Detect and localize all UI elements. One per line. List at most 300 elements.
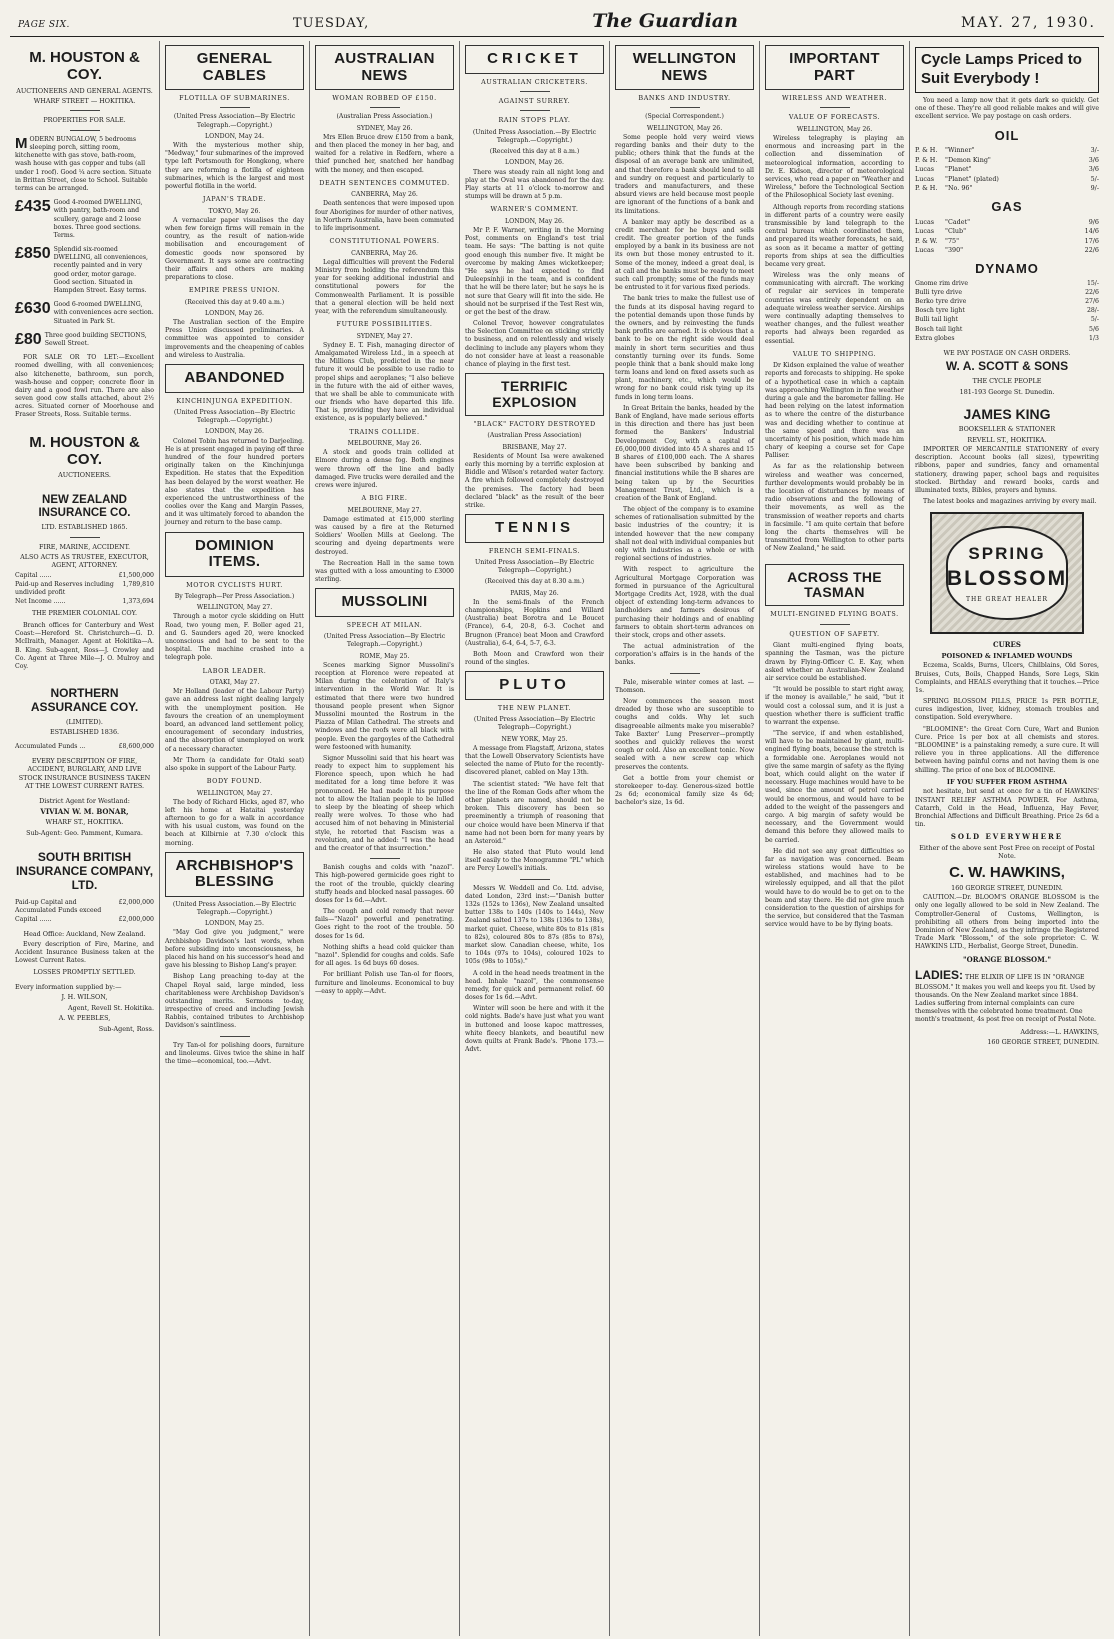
body-found-subhead: BODY FOUND. — [206, 777, 263, 786]
divider — [670, 673, 700, 674]
northern-funds-value: £8,600,000 — [118, 742, 154, 750]
dateline: SYDNEY, May 26. — [356, 124, 413, 132]
price-value: 9/- — [1090, 184, 1099, 193]
sbi-head-office: Head Office: Auckland, New Zealand. — [23, 930, 146, 939]
speech-milan-subhead: SPEECH AT MILAN. — [346, 620, 423, 629]
spring-blossom-illustration — [930, 512, 1084, 634]
sold-sub: Either of the above sent Post Free on receipt of Postal Note. — [919, 843, 1095, 861]
asthma-text: not hesitate, but send at once for a tin of HAWKINS' INSTANT RELIEF ASTHMA POWDER. For Asthma, Catarrh, Cold in the Head, Influenza, Hay Fever, Bronchial Affections and Difficult Breathing. Price 2s 6d a tin. — [915, 788, 1099, 829]
column-5-wellington-news — [610, 41, 760, 1636]
wilson-name: J. H. WILSON, — [61, 993, 108, 1002]
explosion-header-box — [465, 373, 604, 416]
price-value: 27/6 — [1085, 297, 1099, 305]
advertisement-paragraph: For brilliant Polish use Tan-ol for floors, furniture and linoleums. Economical to buy—easy to apply.—Advt. — [315, 971, 454, 995]
houston2-title: M. HOUSTON & COY. — [29, 433, 140, 468]
credit-line: (United Press Association—By Electric Telegraph.—Copyright.) — [173, 409, 296, 425]
dominion-items-title: DOMINION ITEMS. — [194, 536, 275, 571]
australian-news-title: AUSTRALIAN NEWS — [334, 50, 435, 84]
nzi-income-value: 1,373,694 — [122, 598, 154, 606]
south-british-title: SOUTH BRITISH INSURANCE COMPANY, LTD. — [15, 850, 154, 892]
houston2-sub: AUCTIONEERS. — [58, 471, 111, 480]
article-paragraph: The body of Richard Hicks, aged 87, who left his home at Hataitai yesterday afternoon to go for a walk in accordance with his usual custom, was found on the beach at Kilbirnie at 7.30 o'clock this morning. — [165, 798, 304, 847]
article-paragraph: Colonel Tobin has returned to Darjeeling. He is at present engaged in paying off three hundred of the four hundred porters originally taken on the Kinchinjunga Expedition. He states that the Expedition has been delayed by the worst weather. He also states that the expedition has experienced the untrustworthiness of the coolies over the Kang and Margin Passes, and it was ultimately forced to abandon the journey and return to the base camp. — [165, 437, 304, 527]
price-item: Extra globes — [915, 334, 955, 342]
price-value: 5/6 — [1089, 325, 1099, 333]
property-price: £80 — [15, 330, 42, 348]
price-model: "390" — [945, 246, 964, 254]
advertisement-paragraph: A cold in the head needs treatment in the head. Inhale "nazol", the commonsense remedy, for quick and permanent relief. 60 doses for 1s 6d.—Advt. — [465, 969, 604, 1002]
general-cables-title: GENERAL CABLES — [196, 50, 273, 84]
credit-line: (Special Correspondent.) — [645, 113, 724, 121]
price-model: "Cadet" — [945, 217, 971, 226]
article-paragraph: Some people hold very weird views regarding banks and their duty to the public; others think that the funds at the disposal of an average bank are unlimited, and that therefore a bank should lend to all and sundry on request and particularly to traders and manufacturers, and these absurd views are held because most people are ignorant of the functions of a bank and its limitations. — [615, 133, 754, 215]
important-part-title: IMPORTANT PART — [789, 50, 880, 84]
article-paragraph: The actual administration of the corporation's affairs is in the hands of the banks. — [615, 643, 754, 667]
property-text: Splendid six-roomed DWELLING, all conveniences, recently painted and in very good order, motor garage. Good section. Situated in Hampden Street. Easy terms. — [53, 246, 148, 295]
article-paragraph: Wireless was the only means of communicating with aircraft. The working of regular air services in temperate countries was entirely dependent on an adequate wireless weather service. Airships were continually adapting themselves to weather changes, and the fullest weather reports had always been regarded as essential. — [765, 272, 904, 345]
dateline: CANBERRA, May 26. — [351, 249, 418, 257]
wellington-news-header-box — [615, 45, 754, 90]
mussolini-title: MUSSOLINI — [341, 593, 428, 611]
article-paragraph: The bank tries to make the fullest use of the funds at its disposal having regard to the potential demands upon those funds by the owners, and by reinvesting the funds bank profits are earned. It is obvious that a bank to be on the right side would deal mainly in short term securities and thus constantly turning over its funds. Some people think that a bank should make long term loans and lend on fixed assets such as plant, machinery, etc., which would be wrong for no bank could risk tying up its funds in long term loans. — [615, 295, 754, 401]
question-safety-subhead: QUESTION OF SAFETY. — [789, 629, 880, 638]
divider — [670, 107, 700, 108]
article-paragraph: A stock and goods train collided at Elmore during a dense fog. Both engines were thrown off the line and badly damaged. Five trucks were derailed and the crews were injured. — [315, 449, 455, 490]
article-paragraph: A banker may aptly be described as a credit merchant for he buys and sells credit. The greater portion of the funds employed by a bank in its business are not its own but those money entrusted to it. Some of the money, indeed a great deal, is at call and the banks must be ready to meet such call promptly; some of the funds may be entrusted to it for various fixed periods. — [615, 218, 754, 292]
sbi-capital2-row — [15, 916, 154, 924]
dateline: LONDON, May 26. — [505, 217, 564, 225]
dateline: MELBOURNE, May 26. — [347, 440, 422, 448]
warners-comment-subhead: WARNER'S COMMENT. — [490, 205, 579, 214]
article-paragraph: Mr Thorn (a candidate for Otaki seat) also spoke in support of the Labour Party. — [165, 756, 304, 772]
hawkins-address-label: Address:—L. HAWKINS, — [1020, 1027, 1099, 1036]
sbi-every: Every description of Fire, Marine, and Accident Insurance Business taken at the Lowest Current Rates. — [15, 940, 154, 965]
divider — [820, 107, 850, 108]
bungalow-listing — [15, 136, 154, 193]
northern-funds-row — [15, 743, 154, 751]
kinchinjunga-subhead: KINCHINJUNGA EXPEDITION. — [176, 396, 293, 405]
price-item: Bosch tail light — [915, 325, 963, 333]
divider — [370, 858, 400, 859]
bonar-address: WHARF ST., HOKITIKA. — [45, 818, 124, 827]
dominion-items-header-box — [165, 532, 304, 577]
cures-title: CURES — [993, 640, 1021, 650]
pluto-header-box — [465, 671, 604, 700]
property-text: Three good building SECTIONS, Sewell Street. — [44, 331, 147, 347]
masthead-paper-name: The Guardian — [592, 10, 738, 32]
price-value: 22/6 — [1085, 288, 1099, 296]
nzi-lines: FIRE, MARINE, ACCIDENT. — [39, 542, 130, 551]
advertisement-paragraph: Winter will soon be here and with it the cold nights. Bade's have just what you want in buttoned and loose kapoc mattresses, white fleecy blankets, and beautiful new down quilts at Frank Bade's. 'Phone 173.—Advt. — [465, 1005, 604, 1054]
scott-title: W. A. SCOTT & SONS — [945, 359, 1069, 374]
ladies-ad — [915, 968, 1099, 1025]
price-maker: Lucas — [915, 174, 935, 183]
archbishop-title: ARCHBISHOP'S BLESSING — [175, 856, 294, 891]
dateline: TOKYO, May 26. — [208, 207, 261, 215]
wilson-address: Agent, Revell St. Hokitika. — [67, 1003, 154, 1012]
sbi-capital2-label: Capital ...... — [15, 916, 52, 924]
northern-limited: (LIMITED). — [66, 717, 103, 726]
labor-leader-subhead: LABOR LEADER. — [202, 666, 267, 675]
price-row — [915, 146, 1099, 154]
article-paragraph: The scientist stated: "We have felt that the line of the Roman Gods after whom the other planets are named, should not be broken. This discovery has been so preeminently a triumph of reasoning that our choice would have been Minerva if that name had not been born for many years by an Asteroid." — [465, 780, 604, 845]
credit-line: (Australian Press Association) — [487, 432, 582, 440]
divider — [520, 110, 550, 111]
dateline: LONDON, May 25. — [205, 920, 264, 928]
new-planet-subhead: THE NEW PLANET. — [497, 703, 572, 712]
spring-blossom-label — [946, 526, 1068, 620]
article-paragraph: In the semi-finals of the French championships, Hopkins and Willard (Australia) beat Borotra and Le Boucet (France), 6-4, 20-8, 6-3. Cochet and Brugnon (France) beat Moon and Crawford (Australia), 6-4, 6-4, 5-7, 6-3. — [465, 598, 604, 647]
price-item: Bulli tail light — [915, 316, 958, 324]
french-semi-finals-subhead: FRENCH SEMI-FINALS. — [488, 546, 581, 555]
future-possibilities-subhead: FUTURE POSSIBILITIES. — [336, 320, 433, 329]
nzi-paidup-row — [15, 581, 154, 597]
value-forecasts-subhead: VALUE OF FORECASTS. — [788, 113, 881, 122]
tasman-header-box — [765, 564, 904, 607]
column-4-cricket — [460, 41, 610, 1636]
divider — [70, 130, 100, 131]
australian-news-header-box — [315, 45, 454, 90]
caution-text: CAUTION.—Dr. BLOOM'S ORANGE BLOSSOM is the only one legally allowed to be sold in New Zealand. The Comptroller-General of Customs, Wellington, is prohibiting all others from being imported into the Dominion of New Zealand, as they infringe the Registered Trade Mark "Blossom," of the sole proprietor: C. W. HAWKINS LTD., Herbalist, George Street, Dunedin. — [915, 894, 1099, 951]
dynamo-price-list — [915, 280, 1099, 343]
northern-established: ESTABLISHED 1836. — [49, 728, 120, 737]
nzi-capital-label: Capital ...... — [15, 571, 52, 579]
article-paragraph: Death sentences that were imposed upon four Aborigines for murder of other natives, in Northern Australia, have been commuted to life imprisonment. — [315, 200, 454, 232]
article-paragraph: Damage estimated at £15,000 sterling was caused by a fire at the Returned Soldiers' Woollen Mills at Geelong. The scouring and dyeing departments were destroyed. — [315, 515, 454, 556]
value-shipping-subhead: VALUE TO SHIPPING. — [792, 349, 877, 358]
pills-text: SPRING BLOSSOM PILLS, PRICE 1s PER BOTTLE, cures indigestion, liver, kidney, stomach troubles and constipation. Sold everywhere. — [915, 698, 1099, 722]
received-line: (Received this day at 8 a.m.) — [489, 148, 580, 156]
columns — [10, 41, 1104, 1636]
article-paragraph: Scenes marking Signor Mussolini's reception at Florence were repeated at Milan during the celebration of Italy's intervention in the World War. It is estimated that there were two hundred thousand people present when Signor Mussolini mounted the Rostrum in the Piazza of Milan Cathedral. The streets and windows and the roofs were all black with people. Even the gargoyles of the Cathedral were festooned with humanity. — [315, 661, 454, 751]
price-row — [915, 298, 1099, 306]
dateline: LONDON, May 24. — [205, 132, 264, 140]
motor-cyclists-subhead: MOTOR CYCLISTS HURT. — [186, 580, 283, 589]
price-row — [915, 246, 1099, 254]
promo-word-1: SPRING — [968, 543, 1046, 563]
price-row — [915, 316, 1099, 324]
received-line: (Received this day at 9.40 a.m.) — [184, 298, 285, 306]
article-paragraph: In Great Britain the banks, headed by the Bank of England, have made serious efforts in this direction and there has just been formed the Bankers' Industrial Development Coy, with a capital of £6,000,000 divided into 45 A shares and 15 B shares of £100,000 each. The A shares have been subscribed by banking and financial institutions while the B shares are being taken up by the Securities Management Trust, Ltd., which is a creation of the Bank of England. — [615, 404, 754, 502]
australian-cricketers-subhead: AUSTRALIAN CRICKETERS. — [481, 77, 588, 86]
credit-line: (United Press Association.—By Electric Telegraph.—Copyright.) — [172, 900, 297, 917]
advertisement-paragraph: Try Tan-ol for polishing doors, furniture and linoleums. Gives twice the shine in half the time—economical, too.—Advt. — [165, 1041, 304, 1066]
credit-line: (Australian Press Association.) — [336, 113, 433, 121]
nzi-capital-value: £1,500,000 — [118, 571, 154, 579]
constitutional-powers-subhead: CONSTITUTIONAL POWERS. — [329, 237, 440, 246]
james-king-title: JAMES KING — [963, 406, 1051, 423]
sale-or-let-text: FOR SALE OR TO LET:—Excellent roomed dwelling, with all conveniences; also kitchenette, bathroom, sun porch, wash-house and copper; concrete floor in dairy and a good fowl run. There are also seven good cow stalls attached, about 2½ acres. Situated corner of Moorhouse and Fraser Streets, Ross. Suitable terms. — [15, 354, 154, 419]
tasman-title: ACROSS THE TASMAN — [787, 568, 882, 600]
gas-price-list — [915, 218, 1099, 255]
oil-price-list — [915, 146, 1099, 192]
sbi-capital-row — [15, 899, 154, 915]
credit-line: (United Press Association—By Electric Telegraph.—Copyright.) — [323, 633, 446, 649]
empire-press-subhead: EMPIRE PRESS UNION. — [188, 286, 281, 295]
column-3-australian-news — [310, 41, 460, 1636]
explosion-title: TERRIFIC EXPLOSION — [492, 378, 577, 410]
article-paragraph: Dr Kidson explained the value of weather reports and forecasts to shipping. He spoke of a hypothetical case in which a captain was approaching Wellington in fine weather during a gale and the barometer falling. He had been relying on the latest information as to where the centre of the disturbance was and deciding whether to continue at the same speed and there was an uncertainty of his position, which made him chary of keeping a course set for Cape Palliser. — [765, 362, 904, 460]
divider — [820, 624, 850, 625]
article-paragraph: Giant multi-engined flying boats, spanning the Tasman, was the picture drawn by Flying-Officer C. E. Kay, when asked whether an Australian-New Zealand air service could be established. — [765, 642, 904, 682]
northern-title: NORTHERN ASSURANCE COY. — [30, 686, 139, 714]
bungalow-text: ODERN BUNGALOW, 5 bedrooms sleeping porch, sitting room, kitchenette with gas stove, bath-room, wash house with gas copper and tubs (all under 1 roof). Good ¼ acre section. Situate in Brittan Street, close to School. Suitable terms can be arranged. — [15, 135, 152, 192]
nzi-title: NEW ZEALAND INSURANCE CO. — [38, 493, 131, 519]
article-paragraph: Legal difficulties will prevent the Federal Ministry from holding the referendum this year for seeking additional industrial and constitutional powers for the Commonwealth Parliament. It is possible that a general election will be held next year, with the referendum simultaneously. — [315, 258, 454, 315]
hawkins-address: 160 GEORGE STREET, DUNEDIN. — [951, 883, 1063, 892]
article-paragraph: The object of the company is to examine schemes of rationalisation submitted by the basic industries of the country; it is intended however that the new company shall not deal with individual companies but only with industries as a whole or with regional sections of industries. — [615, 506, 754, 563]
page-number: PAGE SIX. — [18, 20, 70, 30]
price-row — [915, 165, 1099, 173]
hawkins-address-line: 160 GEORGE STREET, DUNEDIN. — [987, 1038, 1099, 1047]
property-price: £630 — [15, 300, 51, 318]
article-paragraph: Mrs Ellen Bruce drew £150 from a bank, and then placed the money in her bag, and waited for a relative in Redfern, where a thief punched her, snatched her handbag with the money, and then escaped. — [315, 133, 454, 174]
price-maker: Lucas — [915, 217, 935, 226]
premier-colonial: THE PREMIER COLONIAL COY. — [31, 608, 138, 617]
archbishop-header-box — [165, 852, 304, 897]
ladies-heading: LADIES: — [915, 967, 963, 982]
orange-blossom: "ORANGE BLOSSOM." — [963, 954, 1051, 964]
mussolini-header-box — [315, 588, 454, 617]
article-paragraph: Through a motor cycle skidding on Hutt Road, two young men, F. Boller aged 21, and G. Saunders aged 20, were knocked unconscious and had to be sent to the hospital. The machine crashed into a telegraph pole. — [165, 613, 304, 662]
article-paragraph: "May God give you judgment," were Archbishop Davidson's last words, when before subsiding into unconsciousness, he placed his hand on his successor's head and gave his blessing to Bishop Lang's prayer. — [165, 929, 304, 970]
price-row — [915, 175, 1099, 183]
price-row — [915, 307, 1099, 315]
price-value: 14/6 — [1084, 227, 1099, 236]
cricket-title: CRICKET — [487, 50, 582, 67]
article-paragraph: With the mysterious mother ship, "Medway," four submarines of the improved type left Portsmouth for Hongkong, where they are reforming a flotilla of eighteen submarines, which is the largest and most powerful flotilla in the world. — [165, 142, 304, 190]
houston-address: WHARF STREET — HOKITIKA. — [33, 96, 136, 105]
dateline: LONDON, May 26. — [205, 428, 264, 436]
price-value: 15/- — [1086, 279, 1099, 287]
sub-agent: Sub-Agent: Geo. Pamment, Kumara. — [26, 828, 143, 837]
postage-note: WE PAY POSTAGE ON CASH ORDERS. — [943, 348, 1071, 357]
dateline: WELLINGTON, May 26. — [646, 124, 723, 132]
price-maker: P. & H. — [915, 155, 938, 164]
divider — [220, 1036, 250, 1037]
dateline: OTAKI, May 27. — [209, 679, 260, 687]
article-paragraph: Residents of Mount Isa were awakened early this morning by a terrific explosion at Biddle and Wilson's retarded water factory. A fire which followed completely destroyed the premises. The factory had been declared "black" as the result of the beer strike. — [465, 452, 604, 509]
column-7-advertisements — [910, 41, 1104, 1636]
dateline: CANBERRA, May 26. — [351, 191, 418, 199]
wireless-weather-subhead: WIRELESS AND WEATHER. — [782, 94, 887, 102]
advertisement-paragraph: Pale, miserable winter comes at last. —Thomson. — [615, 678, 754, 694]
received-line: (Received this day at 8.30 a.m.) — [484, 578, 585, 586]
masthead-day: TUESDAY, — [292, 16, 370, 31]
price-row — [915, 156, 1099, 164]
northern-every: EVERY DESCRIPTION OF FIRE, ACCIDENT, BURGLARY, AND LIVE STOCK INSURANCE BUSINESS TAKEN AT THE LOWEST CURRENT RATES. — [18, 756, 151, 791]
japan-subhead: JAPAN'S TRADE. — [202, 195, 267, 204]
price-row — [915, 227, 1099, 235]
sbi-losses: LOSSES PROMPTLY SETTLED. — [33, 968, 136, 977]
advertisement-paragraph: Banish coughs and colds with "nazol". This high-powered germicide goes right to the root of the trouble, quickly clearing stuffy heads and blocked nasal passages. 60 doses for 1s 6d.—Advt. — [315, 864, 454, 904]
article-paragraph: Signor Mussolini said that his heart was ready to expect him to supplement his Florence speech, upon which he had meditated for a long time before it was pronounced. He had made it his purpose not to allow the Italian people to be lulled to sleep by the bleating of sheep which really were wolves. To those who had accused him of not behaving in Ministerial style, he retorted that Fascism was a revolution, and he added: "I was the head and the creator of that insurrection." — [315, 754, 454, 852]
abandoned-header-box — [165, 364, 304, 393]
nzi-paidup-value: 1,789,810 — [122, 581, 154, 589]
article-paragraph: There was steady rain all night long and play at the Oval was abandoned for the day. Play starts at 11 o'clock to-morrow and stumps will be drawn at 5 p.m. — [465, 168, 604, 201]
scott-address: 181-193 George St. Dunedin. — [959, 387, 1055, 396]
price-row — [915, 335, 1099, 343]
james-king-address: REVELL ST., HOKITIKA. — [967, 435, 1047, 444]
ladies-text: THE ELIXIR OF LIFE IS IN "ORANGE BLOSSOM." It makes you well and keeps you fit. Used by thousands. On the New Zealand market since 1884. Ladies suffering from internal complaints can cure themselves with the celebrated home treatment. One month's treatment, 4s post free on receipt of Postal Note. — [915, 973, 1097, 1024]
article-paragraph: Bishop Lang preaching to-day at the Chapel Royal said, large minded, less charitableness were Archbishop Davidson's outstanding merits. Sermons to-day, irrespective of creed and including Jewish Rabbis, contained tributes to Archbishop Davidson's saintliness. — [165, 973, 304, 1030]
price-model: "Planet" — [945, 165, 972, 174]
gas-title: GAS — [991, 199, 1023, 215]
sbi-capital-value: £2,000,000 — [118, 898, 154, 906]
dateline: LONDON, May 26. — [505, 159, 564, 167]
banks-industry-subhead: BANKS AND INDUSTRY. — [638, 94, 731, 102]
against-surrey-subhead: AGAINST SURREY. — [498, 96, 571, 105]
james-king-text2: The latest books and magazines arriving by every mail. — [923, 498, 1097, 506]
price-row — [915, 326, 1099, 334]
property-text: Good 6-roomed DWELLING, with conveniences acre section. Situated in Park St. — [53, 301, 154, 325]
column-1-advertisements — [10, 41, 160, 1636]
divider — [220, 107, 250, 108]
dateline: MELBOURNE, May 27. — [347, 506, 422, 514]
promo-word-2: BLOSSOM — [946, 567, 1068, 591]
price-row — [915, 289, 1099, 297]
bonar-name: VIVIAN W. M. BONAR, — [40, 807, 129, 817]
price-value: 5/- — [1090, 316, 1099, 324]
divider — [520, 879, 550, 880]
pluto-title: PLUTO — [499, 676, 570, 694]
advertisement-paragraph: Nothing shifts a head cold quicker than "nazol". Splendid for coughs and colds. Safe for all ages. 1s 6d buys 60 doses. — [315, 943, 454, 968]
death-sentences-subhead: DEATH SENTENCES COMMUTED. — [319, 178, 450, 187]
nzi-capital-row — [15, 572, 154, 580]
properties-title: PROPERTIES FOR SALE. — [43, 116, 126, 125]
cricket-header-box — [465, 45, 604, 74]
article-paragraph: He did not see any great difficulties so far as navigation was concerned. Beam wireless stations would have to be established, and machines had to be wirelessly equipped, and all that the pilot would have to do would be to get on to the beam and stay there. He did not give much consideration to the question of airships for the service, but considered that the Tasman service would have to be by flying boats. — [765, 847, 904, 929]
dateline: PARIS, May 26. — [510, 589, 559, 597]
price-item: Bulli tyre drive — [915, 288, 963, 296]
price-value: 28/- — [1086, 307, 1099, 315]
sbi-capital2-value: £2,000,000 — [118, 916, 154, 924]
cures-sub: POISONED & INFLAMED WOUNDS — [941, 651, 1073, 660]
wellington-news-title: WELLINGTON NEWS — [632, 50, 737, 84]
dateline: WELLINGTON, May 27. — [196, 604, 273, 612]
property-text: Good 4-roomed DWELLING, with pantry, bath-room and scullery, garage and 2 loose boxes. Three good sections. Terms. — [53, 199, 143, 239]
article-paragraph: With respect to agriculture the Agricultural Mortgage Corporation was formed in pursuance of the Agricultural Mortgage Credits Act, 1928, with the dual object of extending long-term advances to landholders and farmers desirous of purchasing their holdings and of enabling farmers to obtain short-term advances on their stock, crops and other assets. — [615, 566, 754, 639]
advertisement-paragraph: Now commences the season most dreaded by those who are susceptible to coughs and colds. Why let such disagreeable ailments make you miserable? Take Baxter' Lung Preserver—promptly soothes and quickly relieves the worst cough or cold. Also an excellent tonic. Now sealed with a new screw cap which preserves the contents. — [615, 698, 754, 771]
article-paragraph: A message from Flagstaff, Arizona, states that the Lowell Observatory Scientists have selected the name of Pluto for the recently-discovered planet, cabled on May 13th. — [465, 744, 604, 777]
general-cables-header-box — [165, 45, 304, 90]
dateline: WELLINGTON, May 27. — [196, 789, 273, 797]
credit-line: By Telegraph—Per Press Association.) — [174, 593, 295, 601]
black-factory-subhead: "BLACK" FACTORY DESTROYED — [473, 419, 596, 428]
cycle-lamps-text: You need a lamp now that it gets dark so quickly. Get one of these. They're all good reliable makes and will give excellent service. We pay postage on cash orders. — [915, 96, 1099, 120]
divider — [70, 110, 100, 111]
price-value: 22/6 — [1084, 246, 1099, 254]
trains-collide-subhead: TRAINS COLLIDE. — [349, 427, 420, 436]
credit-line: United Press Association—By Electric Telegraph—Copyright.) — [475, 559, 594, 575]
article-paragraph: A vernacular paper visualises the day when few foreign firms will remain in the country, as the result of nation-wide mobilisation and encouragement of domestic goods now sponsored by Government. It says some are contracting their affairs and others are making preparations to close. — [165, 216, 304, 282]
sbi-info: Every information supplied by:— — [15, 982, 122, 991]
article-paragraph: Wireless telegraphy is playing an enormous and increasing part in the collection and dissemination of meteorological information, according to Dr. E. Kidson, director of meteorological services, who read a paper on "Weather and Wireless," before the Technological Section of the Philosophical Society last evening. — [765, 135, 904, 200]
hawkins-title: C. W. HAWKINS, — [949, 863, 1065, 881]
price-value: 9/6 — [1088, 217, 1099, 226]
price-maker: P. & H. — [915, 146, 938, 155]
property-listing — [15, 301, 154, 326]
price-item: Berko tyre drive — [915, 297, 967, 305]
price-row — [915, 218, 1099, 226]
column-6-wireless-weather — [760, 41, 910, 1636]
bloomine-text: "BLOOMINE": the Great Corn Cure, Wart and Bunion Cure. Price 1s per box at all chemists and stores. "BLOOMINE" is a painstaking remedy, a sure cure. It will relieve you in three applications. All the difference between having painful corns and not having them is one shilling. The price of one box of BLOOMINE. — [915, 725, 1099, 774]
article-paragraph: The Recreation Hall in the same town was gutted with a loss amounting to £3000 sterling. — [315, 559, 454, 584]
price-model: "Planet" (plated) — [945, 174, 999, 183]
price-model: "Demon King" — [945, 155, 991, 164]
masthead-date: MAY. 27, 1930. — [960, 15, 1096, 31]
price-value: 3/6 — [1088, 165, 1099, 174]
abandoned-title: ABANDONED — [184, 369, 285, 387]
dateline: NEW YORK, May 25. — [501, 735, 568, 743]
scott-sub: THE CYCLE PEOPLE — [972, 377, 1042, 386]
price-maker: Lucas — [915, 227, 935, 236]
article-paragraph: Colonel Trevor, however congratulates the Selection Committee on sticking strictly to business, and on relentlessly and wisely declining to include any players whom they do not consider have at least a reasonable chance of playing in the first test. — [465, 320, 604, 368]
article-paragraph: As far as the relationship between wireless and weather was concerned, further developments would probably be in the location of disturbances by means of radio observations and the following of their movements, as well as the transmission of weather reports and charts in facsimile. "I am quite certain that before long the charts themselves will be transmitted from Wellington to other parts of New Zealand," he said. — [765, 463, 904, 553]
divider — [520, 91, 550, 92]
price-model: "75" — [945, 236, 960, 245]
northern-funds-label: Accumulated Funds ... — [15, 742, 86, 750]
article-paragraph: Both Moon and Crawford won their round of the singles. — [465, 650, 604, 667]
price-maker: P. & W. — [915, 236, 938, 245]
dynamo-title: DYNAMO — [975, 261, 1039, 277]
nzi-paidup-label: Paid-up and Reserves including undivided profit — [15, 581, 114, 597]
property-price: £435 — [15, 198, 51, 216]
sold-everywhere: SOLD EVERYWHERE — [950, 832, 1064, 842]
price-row — [915, 280, 1099, 288]
dateline: ROME, May 25. — [359, 652, 410, 660]
nzi-established: LTD. ESTABLISHED 1865. — [41, 523, 128, 532]
article-paragraph: Although reports from recording stations in different parts of a country were easily transmissible by land telegraph to the central bureau which coordinated them, and prepared its weather forecasts, he said, as soon as it became a matter of getting reports from ships at sea the difficulties became very great. — [765, 203, 904, 268]
district-agent: District Agent for Westland: — [39, 796, 130, 805]
price-maker: Lucas — [915, 165, 935, 174]
price-item: Bosch tyre light — [915, 307, 965, 315]
oil-title: OIL — [994, 128, 1020, 144]
article-paragraph: Sydney E. T. Fish, managing director of Amalgamated Wireless Ltd., in a speech at the Millions Club, predicted in the near future it would be possible to use radio to propel ships and aeroplanes; "I also believe in the future with the aid of either waves, that we shall be able to communicate with our friends who have departed this life. That is, providing they have an individual existence, as is popularly believed." — [315, 341, 454, 423]
market-report: Messrs W. Weddell and Co. Ltd. advise, dated London, 23rd inst:—"Danish butter 132s (152s to 136s), New Zealand unsalted butter 138s to 140s (140s to 144s), New Zealand salted 137s to 138s (136s to 138s), market quiet. Cheese, white 80s to 81s (81s to 82s), coloured 80s to 87s (85s to 87s), market slow. Canadian cheese, white, 1os to 104s (97s to 104s), coloured 102s to 105s (98s to 105s)." — [465, 884, 604, 966]
masthead — [10, 10, 1104, 37]
tennis-header-box — [465, 514, 604, 543]
credit-line: (United Press Association—By Electric Telegraph—Copyright.) — [473, 716, 596, 732]
dateline: SYDNEY, May 27. — [356, 332, 413, 340]
column-2-general-cables — [160, 41, 310, 1636]
article-paragraph: Mr P. F. Warner, writing in the Morning Post, comments on England's test trial team. He says: "The batting is not quite good enough this number five. It might be overcome by making Ames wicketkeeper; "He says he had expected to find Duleepsinhji in the team, and is confident that he will be there later; but he says he is not sure that Geary will fit into the side. He should not be surprised if the Test Rest win, or get the best of the draw. — [465, 227, 604, 316]
dateline: WELLINGTON, May 26. — [796, 125, 873, 133]
advertisement-paragraph: The cough and cold remedy that never fails—"Nazol" powerful and penetrating. Goes right to the root of the trouble. 50 doses for 1s 6d. — [315, 908, 454, 940]
property-listing — [15, 332, 154, 348]
big-fire-subhead: A BIG FIRE. — [361, 494, 408, 503]
peebles-name: A. W. PEEBLES, — [58, 1014, 111, 1023]
nzi-acts: ALSO ACTS AS TRUSTEE, EXECUTOR, AGENT, ATTORNEY. — [20, 552, 149, 570]
price-row — [915, 237, 1099, 245]
cures-text: Eczema, Scalds, Burns, Ulcers, Chilblains, Old Sores, Bruises, Cuts, Boils, Chapped Hands, Sore Legs, Skin Complaints, and HEALS everything that it touches.—Price 1s. — [915, 662, 1099, 694]
price-model: "Club" — [945, 227, 967, 236]
flying-boats-subhead: MULTI-ENGINED FLYING BOATS. — [770, 610, 899, 619]
price-value: 1/3 — [1089, 334, 1099, 342]
price-row — [915, 184, 1099, 192]
cycle-lamps-title: Cycle Lamps Priced to Suit Everybody ! — [915, 47, 1099, 93]
flotilla-subhead: FLOTILLA OF SUBMARINES. — [179, 94, 290, 102]
houston-sub: AUCTIONEERS AND GENERAL AGENTS. — [16, 86, 153, 95]
divider — [370, 107, 400, 108]
woman-robbed-subhead: WOMAN ROBBED OF £150. — [332, 94, 437, 102]
price-maker: P. & H. — [915, 184, 938, 193]
price-value: 3/- — [1090, 146, 1099, 155]
article-paragraph: Mr Holland (leader of the Labour Party) gave an address last night dealing largely with the unemployment position. He favours the creation of an unemployment board, an advanced land settlement policy, encouragement of secondary industries, and the absorption of unemployed on work of a necessary character. — [165, 688, 304, 753]
property-listing — [15, 199, 154, 240]
rain-stops-play-subhead: RAIN STOPS PLAY. — [498, 116, 571, 125]
price-item: Gnome rim drive — [915, 279, 968, 287]
